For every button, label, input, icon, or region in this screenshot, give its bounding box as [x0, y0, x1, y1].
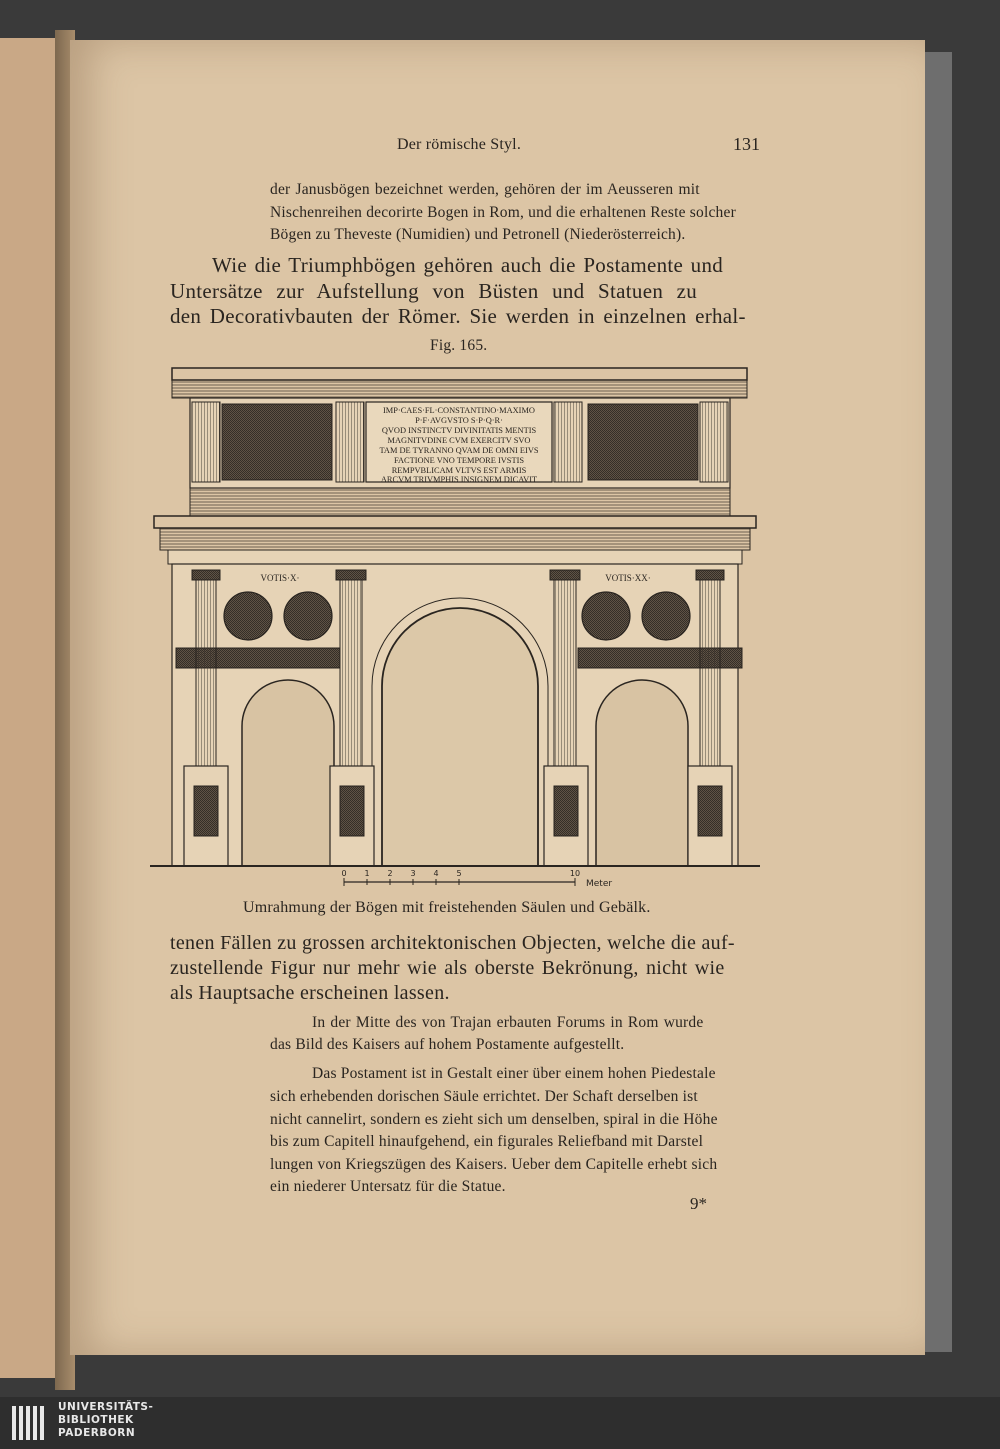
inscription-line6: FACTIONE VNO TEMPORE IVSTIS: [393, 456, 525, 465]
inscription-line3: QVOD INSTINCTV DIVINITATIS MENTIS: [381, 426, 537, 435]
page-number: 131: [733, 134, 760, 154]
para1-line1: der Janusbögen bezeichnet werden, gehören der im Aeusseren mit: [270, 181, 700, 198]
scale-label-1: 1: [364, 869, 370, 878]
scale-label-3: 3: [410, 869, 416, 878]
para2-line3: den Decorativbauten der Römer. Sie werden in einzelnen erhal-: [170, 304, 746, 328]
scale-label-10: 10: [569, 869, 581, 878]
inscription-line2: P·F·AVGVSTO S·P·Q·R·: [415, 416, 503, 425]
inscription-line7: REMPVBLICAM VLTVS EST ARMIS: [391, 466, 527, 475]
scale-bar: [330, 866, 640, 892]
para5-line3: nicht cannelirt, sondern es zieht sich um denselben, spiral in die Höhe: [270, 1111, 718, 1128]
figure-label: Fig. 165.: [430, 337, 488, 354]
para2-line1: Wie die Triumphbögen gehören auch die Postamente und: [212, 253, 724, 277]
logo-text-line2: BIBLIOTHEK: [58, 1414, 134, 1426]
votis-left: VOTIS·X·: [260, 573, 300, 583]
logo-text-line3: PADERBORN: [58, 1427, 136, 1439]
inscription-line5: TAM DE TYRANNO QVAM DE OMNI EIVS: [379, 446, 539, 455]
scale-label-4: 4: [433, 869, 439, 878]
votis-right: VOTIS·XX·: [605, 573, 651, 583]
scale-label-5: 5: [456, 869, 462, 878]
para5-line4: bis zum Capitell hinaufgehend, ein figurales Reliefband mit Darstel: [270, 1133, 704, 1150]
para2-line2: Untersätze zur Aufstellung von Büsten und Statuen zu: [170, 279, 698, 303]
arch-engraving: [150, 366, 760, 876]
scale-unit: Meter: [586, 879, 613, 889]
para5-line5: lungen von Kriegszügen des Kaisers. Ueber dem Capitelle erhebt sich: [270, 1156, 718, 1173]
para4-line1: In der Mitte des von Trajan erbauten Forums in Rom wurde: [312, 1014, 704, 1031]
inscription-line1: IMP·CAES·FL·CONSTANTINO·MAXIMO: [383, 406, 535, 415]
para4-line2: das Bild des Kaisers auf hohem Postamente aufgestellt.: [270, 1036, 625, 1053]
para5-line6: ein niederer Untersatz für die Statue.: [270, 1178, 506, 1195]
para1-line3: Bögen zu Theveste (Numidien) und Petronell (Niederösterreich).: [270, 226, 686, 243]
library-logo-icon: [10, 1402, 50, 1444]
para5-line1: Das Postament ist in Gestalt einer über einem hohen Piedestale: [312, 1065, 716, 1082]
signature-mark: 9*: [690, 1194, 707, 1213]
inscription-line4: MAGNITVDINE CVM EXERCITV SVO: [387, 436, 531, 445]
para3-line3: als Hauptsache erscheinen lassen.: [170, 982, 450, 1004]
scale-label-2: 2: [387, 869, 393, 878]
figure-caption: Umrahmung der Bögen mit freistehenden Säulen und Gebälk.: [243, 899, 651, 916]
left-page-edge: [0, 38, 57, 1378]
para3-line1: tenen Fällen zu grossen architektonischen Objecten, welche die auf-: [170, 932, 735, 954]
para1-line2: Nischenreihen decorirte Bogen in Rom, und die erhaltenen Reste solcher: [270, 204, 736, 221]
inscription-line8: ARCVM TRIVMPHIS INSIGNEM DICAVIT: [380, 475, 538, 484]
para3-line2: zustellende Figur nur mehr wie als oberste Bekrönung, nicht wie: [170, 957, 725, 979]
logo-text-line1: UNIVERSITÄTS-: [58, 1401, 154, 1413]
para5-line2: sich erhebenden dorischen Säule errichtet. Der Schaft derselben ist: [270, 1088, 698, 1105]
scale-label-0: 0: [341, 869, 347, 878]
running-title: Der römische Styl.: [397, 136, 522, 153]
